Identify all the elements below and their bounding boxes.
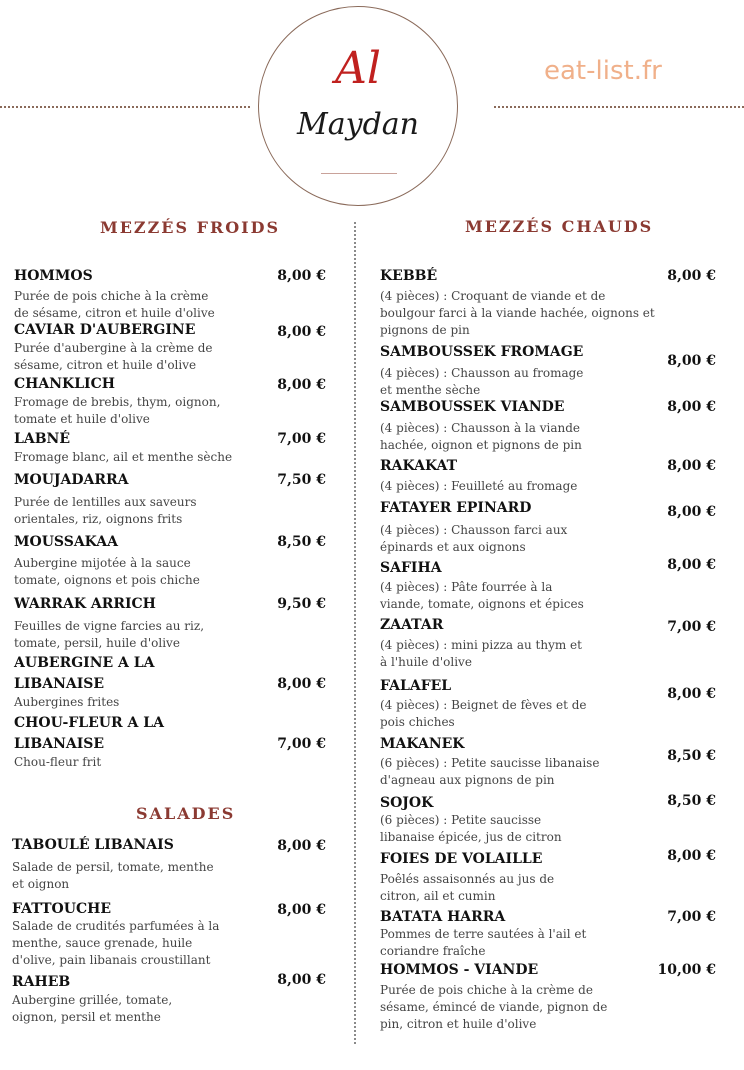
item-description <box>14 618 204 652</box>
item-description <box>14 754 101 771</box>
description-line: tomate et huile d'olive <box>14 412 150 426</box>
item-description <box>12 918 219 969</box>
item-description <box>380 637 582 671</box>
item-description <box>380 926 586 960</box>
item-price: 8,00 € <box>277 377 326 393</box>
description-line: Salade de persil, tomate, menthe <box>12 860 214 874</box>
description-line: (6 pièces) : Petite saucisse <box>380 813 542 827</box>
description-line: de sésame, citron et huile d'olive <box>14 306 215 320</box>
description-line: menthe, sauce grenade, huile <box>12 936 193 950</box>
item-name: MOUSSAKAA <box>14 534 119 550</box>
item-description <box>14 394 220 428</box>
item-name: TABOULÉ LIBANAIS <box>12 837 174 853</box>
header-divider-left <box>0 106 250 108</box>
item-price: 8,00 € <box>277 838 326 854</box>
item-price: 8,00 € <box>667 504 716 520</box>
item-description <box>380 365 583 399</box>
description-line: Aubergine mijotée à la sauce <box>14 556 191 570</box>
restaurant-logo <box>258 6 458 206</box>
description-line: Purée de pois chiche à la crème <box>14 289 209 303</box>
description-line: boulgour farci à la viande hachée, oignons et <box>380 306 655 320</box>
item-name-line: AUBERGINE A LA <box>14 655 155 671</box>
item-price: 7,00 € <box>667 909 716 925</box>
description-line: Purée de pois chiche à la crème de <box>380 983 593 997</box>
description-line: coriandre fraîche <box>380 944 486 958</box>
description-line: citron, ail et cumin <box>380 889 496 903</box>
item-name: RAHEB <box>12 974 71 990</box>
item-price: 7,00 € <box>667 619 716 635</box>
item-description <box>380 982 607 1033</box>
description-line: oignon, persil et menthe <box>12 1010 161 1024</box>
item-price: 8,00 € <box>277 676 326 692</box>
description-line: hachée, oignon et pignons de pin <box>380 438 582 452</box>
description-line: et menthe sèche <box>380 383 481 397</box>
description-line: pin, citron et huile d'olive <box>380 1017 537 1031</box>
item-price: 10,00 € <box>657 962 716 978</box>
description-line: tomate, persil, huile d'olive <box>14 636 180 650</box>
item-description <box>380 288 655 339</box>
item-price: 8,00 € <box>277 324 326 340</box>
description-line: Feuilles de vigne farcies au riz, <box>14 619 205 633</box>
item-price: 8,50 € <box>277 534 326 550</box>
item-name-line: CHOU-FLEUR A LA <box>14 715 164 731</box>
logo-text-al: Al <box>335 43 381 94</box>
section-title-mezzes-chauds: MEZZÉS CHAUDS <box>465 217 654 236</box>
item-name: SOJOK <box>380 795 434 811</box>
item-description <box>380 579 584 613</box>
item-price: 8,00 € <box>667 268 716 284</box>
description-line: Pommes de terre sautées à l'ail et <box>380 927 587 941</box>
description-line: Aubergines frites <box>14 695 120 709</box>
description-line: orientales, riz, oignons frits <box>14 512 183 526</box>
item-name: WARRAK ARRICH <box>14 596 156 612</box>
item-name: HOMMOS <box>14 268 93 284</box>
item-description <box>12 859 214 893</box>
item-description <box>380 697 587 731</box>
item-name: MAKANEK <box>380 736 465 752</box>
item-description <box>380 871 554 905</box>
description-line: (4 pièces) : Feuilleté au fromage <box>380 479 578 493</box>
description-line: et oignon <box>12 877 70 891</box>
item-description <box>380 522 567 556</box>
description-line: Aubergine grillée, tomate, <box>12 993 173 1007</box>
logo-underline <box>321 173 397 174</box>
description-line: (4 pièces) : Beignet de fèves et de <box>380 698 587 712</box>
section-title-salades: SALADES <box>136 804 236 823</box>
item-name: SAFIHA <box>380 560 442 576</box>
description-line: (4 pièces) : Croquant de viande et de <box>380 289 606 303</box>
item-name-line: LIBANAISE <box>14 676 105 692</box>
item-price: 8,50 € <box>667 793 716 809</box>
item-description <box>380 755 599 789</box>
description-line: épinards et aux oignons <box>380 540 526 554</box>
item-name: SAMBOUSSEK FROMAGE <box>380 344 584 360</box>
item-price: 8,00 € <box>667 458 716 474</box>
description-line: libanaise épicée, jus de citron <box>380 830 562 844</box>
description-line: d'olive, pain libanais croustillant <box>12 953 211 967</box>
description-line: (4 pièces) : Pâte fourrée à la <box>380 580 553 594</box>
logo-text-maydan: Maydan <box>297 107 419 142</box>
description-line: Poêlés assaisonnés au jus de <box>380 872 555 886</box>
description-line: à l'huile d'olive <box>380 655 472 669</box>
description-line: sésame, émincé de viande, pignon de <box>380 1000 608 1014</box>
section-title-mezzes-froids: MEZZÉS FROIDS <box>100 218 281 237</box>
item-name: FOIES DE VOLAILLE <box>380 851 543 867</box>
item-price: 8,00 € <box>667 353 716 369</box>
item-price: 8,50 € <box>667 748 716 764</box>
header-divider-right <box>494 106 744 108</box>
item-description <box>14 494 197 528</box>
description-line: Fromage blanc, ail et menthe sèche <box>14 450 233 464</box>
description-line: (4 pièces) : mini pizza au thym et <box>380 638 582 652</box>
item-name: MOUJADARRA <box>14 472 129 488</box>
description-line: Salade de crudités parfumées à la <box>12 919 220 933</box>
description-line: pignons de pin <box>380 323 470 337</box>
watermark: eat-list.fr <box>544 56 662 86</box>
description-line: d'agneau aux pignons de pin <box>380 773 555 787</box>
description-line: tomate, oignons et pois chiche <box>14 573 200 587</box>
description-line: sésame, citron et huile d'olive <box>14 358 197 372</box>
item-name: CAVIAR D'AUBERGINE <box>14 322 196 338</box>
item-name: ZAATAR <box>380 617 444 633</box>
item-name: KEBBÉ <box>380 268 438 284</box>
description-line: Chou-fleur frit <box>14 755 102 769</box>
item-price: 8,00 € <box>667 399 716 415</box>
item-name: HOMMOS - VIANDE <box>380 962 539 978</box>
item-description <box>14 449 232 466</box>
description-line: (6 pièces) : Petite saucisse libanaise <box>380 756 600 770</box>
item-description <box>14 694 119 711</box>
description-line: (4 pièces) : Chausson au fromage <box>380 366 584 380</box>
item-price: 7,00 € <box>277 736 326 752</box>
item-name: RAKAKAT <box>380 458 458 474</box>
description-line: (4 pièces) : Chausson farci aux <box>380 523 568 537</box>
item-name-line: LIBANAISE <box>14 736 105 752</box>
item-description <box>12 992 172 1026</box>
item-price: 8,00 € <box>667 848 716 864</box>
item-price: 8,00 € <box>277 902 326 918</box>
item-name: FATTOUCHE <box>12 901 111 917</box>
item-description <box>380 420 582 454</box>
description-line: viande, tomate, oignons et épices <box>380 597 584 611</box>
item-price: 8,00 € <box>277 268 326 284</box>
item-name: FATAYER EPINARD <box>380 500 532 516</box>
item-name: CHANKLICH <box>14 376 115 392</box>
item-price: 9,50 € <box>277 596 326 612</box>
item-name: BATATA HARRA <box>380 909 506 925</box>
item-name: SAMBOUSSEK VIANDE <box>380 399 565 415</box>
item-description <box>14 555 200 589</box>
item-description <box>380 812 562 846</box>
description-line: Fromage de brebis, thym, oignon, <box>14 395 221 409</box>
item-price: 8,00 € <box>667 557 716 573</box>
item-price: 8,00 € <box>277 972 326 988</box>
item-name: FALAFEL <box>380 678 452 694</box>
description-line: (4 pièces) : Chausson à la viande <box>380 421 581 435</box>
item-price: 7,00 € <box>277 431 326 447</box>
description-line: Purée d'aubergine à la crème de <box>14 341 213 355</box>
item-price: 7,50 € <box>277 472 326 488</box>
item-description <box>14 340 213 374</box>
item-description <box>380 478 577 495</box>
description-line: Purée de lentilles aux saveurs <box>14 495 197 509</box>
column-divider <box>354 222 356 1044</box>
description-line: pois chiches <box>380 715 455 729</box>
item-description <box>14 288 215 322</box>
item-price: 8,00 € <box>667 686 716 702</box>
item-name: LABNÉ <box>14 431 71 447</box>
